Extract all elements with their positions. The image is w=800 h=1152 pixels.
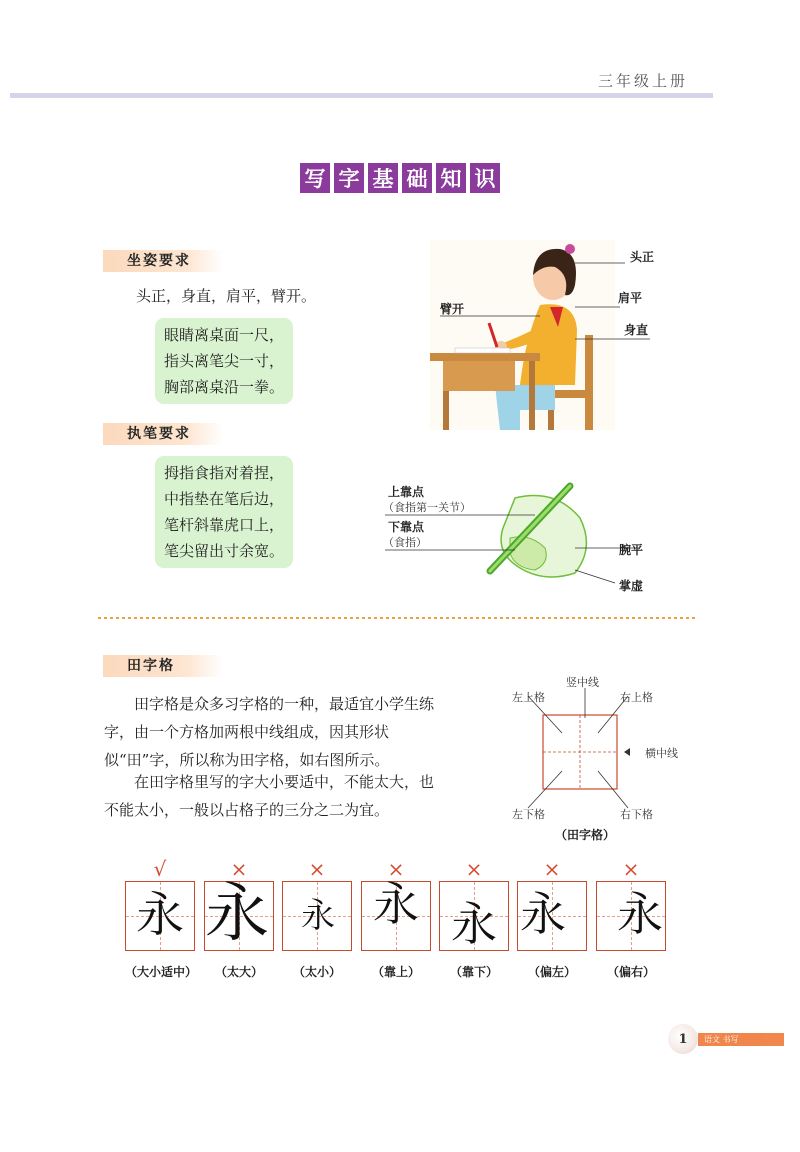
label-bottom-right: 右下格 [620,808,653,821]
example-caption: （偏右） [606,965,655,979]
tian-box [125,881,195,951]
title-char: 字 [334,163,364,193]
tian-box [361,877,431,951]
posture-text: 头正，身直，肩平，臂开。 [136,287,317,305]
example-char: 永 [373,877,419,931]
title-char: 础 [402,163,432,193]
title-char: 知 [436,163,466,193]
check-mark: √ [153,857,167,881]
header-bar [10,93,713,98]
example-char: 永 [520,887,566,941]
title-char: 写 [300,163,330,193]
grid-section-label: 田字格 [103,655,223,677]
label-palm: 掌虚 [619,579,644,593]
label-lower-point: 下靠点 [388,520,425,534]
rhyme-line: 笔尖留出寸余宽。 [164,542,285,560]
page-number: 1 [668,1024,698,1054]
example-char: 永 [301,896,335,936]
tian-grid-caption: （田字格） [555,828,616,842]
tian-grid-diagram [520,688,630,818]
label-bottom-left: 左下格 [512,808,545,821]
example-char: 永 [136,887,185,943]
label-body: 身直 [624,323,649,337]
label-shoulder: 肩平 [618,291,643,305]
example-caption: （靠上） [371,965,420,979]
cross-mark: × [387,857,405,881]
title-char: 基 [368,163,398,193]
example-caption: （偏左） [527,965,576,979]
section-divider [98,617,698,619]
rhyme-line: 拇指食指对着捏， [164,464,285,482]
rhyme-line: 眼睛离桌面一尺， [164,326,285,344]
example-caption: （靠下） [449,965,498,979]
label-arm: 臂开 [440,302,465,316]
example-cell [439,857,509,980]
example-char: 永 [617,887,663,941]
example-char: 永 [205,877,269,951]
label-upper-note: （食指第一关节） [383,501,471,514]
example-caption: （太小） [292,965,341,979]
cross-mark: × [622,857,640,881]
rhyme-line: 胸部离桌沿一拳。 [164,378,285,396]
label-top-left: 左上格 [512,691,545,704]
cross-mark: × [465,857,483,881]
title-char: 识 [470,163,500,193]
example-caption: （大小适中） [125,965,198,979]
grid-paragraph-2: 在田字格里写的字大小要适中，不能太大，也不能太小，一般以占格子的三分之二为宜。 [104,773,435,819]
cross-mark: × [230,857,248,881]
tian-box [517,881,587,951]
grade-header: 三年级上册 [597,72,688,90]
label-upper-point: 上靠点 [388,485,425,499]
label-vertical-line: 竖中线 [566,676,599,689]
label-wrist: 腕平 [619,543,644,557]
example-cell [125,857,198,980]
label-top-right: 右上格 [620,691,653,704]
example-cell [361,857,431,980]
label-lower-note: （食指） [383,536,427,549]
example-cell [204,857,274,980]
pen-section-label: 执笔要求 [103,423,223,445]
label-head: 头正 [630,250,655,264]
cross-mark: × [543,857,561,881]
grid-paragraph-1: 田字格是众多习字格的一种，最适宜小学生练字，由一个方格加两根中线组成，因其形状似“田”字，所以称为田字格，如右图所示。 [104,695,435,769]
rhyme-line: 指头离笔尖一寸， [164,352,285,370]
cross-mark: × [308,857,326,881]
pen-rhyme-box [155,456,293,568]
label-horizontal-line: 横中线 [645,747,678,760]
tian-box [596,881,666,951]
tian-box [282,881,352,951]
example-cell [282,857,352,980]
example-caption: （太大） [214,965,263,979]
example-cell [596,857,666,980]
rhyme-line: 中指垫在笔后边， [164,490,285,508]
example-cell [517,857,587,980]
page-title [300,163,500,193]
footer-tag: 语文 书写 [698,1033,784,1046]
posture-rhyme-box [155,318,293,404]
rhyme-line: 笔杆斜靠虎口上， [164,516,285,534]
tian-box [204,877,274,951]
posture-section-label: 坐姿要求 [103,250,223,272]
tian-box [439,881,509,951]
example-char: 永 [451,897,497,951]
